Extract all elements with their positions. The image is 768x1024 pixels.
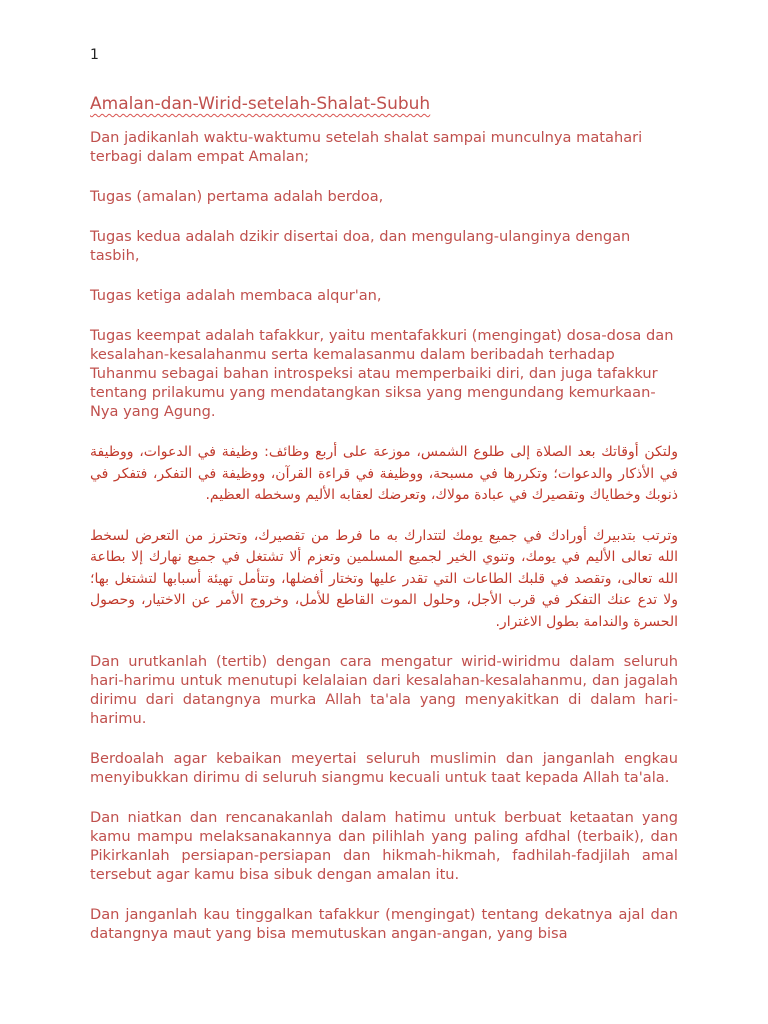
paragraph-intro: Dan jadikanlah waktu-waktumu setelah shalat sampai munculnya matahari terbagi dalam empat Amalan; <box>90 129 643 165</box>
paragraph-task-1: Tugas (amalan) pertama adalah berdoa, <box>90 188 384 205</box>
document-body <box>90 128 678 964</box>
paragraph-task-3: Tugas ketiga adalah membaca alqur'an, <box>90 287 382 304</box>
arabic-paragraph-1: ولتكن أوقاتك بعد الصلاة إلى طلوع الشمس، موزعة على أربع وظائف: وظيفة في الدعوات، ووظيفة في الأذكار والدعوات؛ وتكررها في مسبحة، ووظيفة في قراءة القرآن، ووظيفة في التفكر، فتفكر في ذنوبك وخطاياك وتقصيرك في عبادة مولاك، وتعرضك لعقابه الأليم وسخطه العظيم. <box>90 444 678 503</box>
paragraph-pray-muslims: Berdoalah agar kebaikan meyertai seluruh muslimin dan janganlah engkau menyibukkan dirimu di seluruh siangmu kecuali untuk taat kepada Allah ta'ala. <box>90 750 678 786</box>
document-title: Amalan-dan-Wirid-setelah-Shalat-Subuh <box>90 94 431 114</box>
paragraph-intentions: Dan niatkan dan rencanakanlah dalam hatimu untuk berbuat ketaatan yang kamu mampu melaksanakannya dan pilihlah yang paling afdhal (terbaik), dan Pikirkanlah persiapan-persiapan dan hikmah-hikmah, fadhilah-fadjilah amal tersebut agar kamu bisa sibuk dengan amalan itu. <box>90 809 678 883</box>
paragraph-tafakkur-ajal: Dan janganlah kau tinggalkan tafakkur (mengingat) tentang dekatnya ajal dan datangnya maut yang bisa memutuskan angan-angan, yang bisa <box>90 906 678 942</box>
paragraph-task-2: Tugas kedua adalah dzikir disertai doa, dan mengulang-ulanginya dengan tasbih, <box>90 228 631 264</box>
page-number: 1 <box>90 47 99 63</box>
arabic-paragraph-2: وترتب بتدبيرك أورادك في جميع يومك لتتدارك به ما فرط من تقصيرك، وتحترز من التعرض لسخط الله تعالى الأليم في يومك، وتنوي الخير لجميع المسلمين وتعزم ألا تشتغل في جميع نهارك إلا بطاعة الله تعالى، وتقصد في قلبك الطاعات التي تقدر عليها وتختار أفضلها، وتتأمل تهيئة أسبابها لتشتغل بها؛ ولا تدع عنك التفكر في قرب الأجل، وحلول الموت القاطع للأمل، وخروج الأمر عن الاختيار، وحصول الحسرة والندامة بطول الاغترار. <box>90 527 678 630</box>
paragraph-order-wirid: Dan urutkanlah (tertib) dengan cara mengatur wirid-wiridmu dalam seluruh hari-harimu untuk menutupi kelalaian dari kesalahan-kesalahanmu, dan jagalah dirimu dari datangnya murka Allah ta'ala yang menyakitkan di dalam hari-harimu. <box>90 653 678 727</box>
paragraph-task-4: Tugas keempat adalah tafakkur, yaitu mentafakkuri (mengingat) dosa-dosa dan kesalahan-kesalahanmu serta kemalasanmu dalam beribadah terhadap Tuhanmu sebagai bahan introspeksi atau memperbaiki diri, dan juga tafakkur tentang prilakumu yang mendatangkan siksa yang mengundang kemurkaan-Nya yang Agung. <box>90 327 674 420</box>
